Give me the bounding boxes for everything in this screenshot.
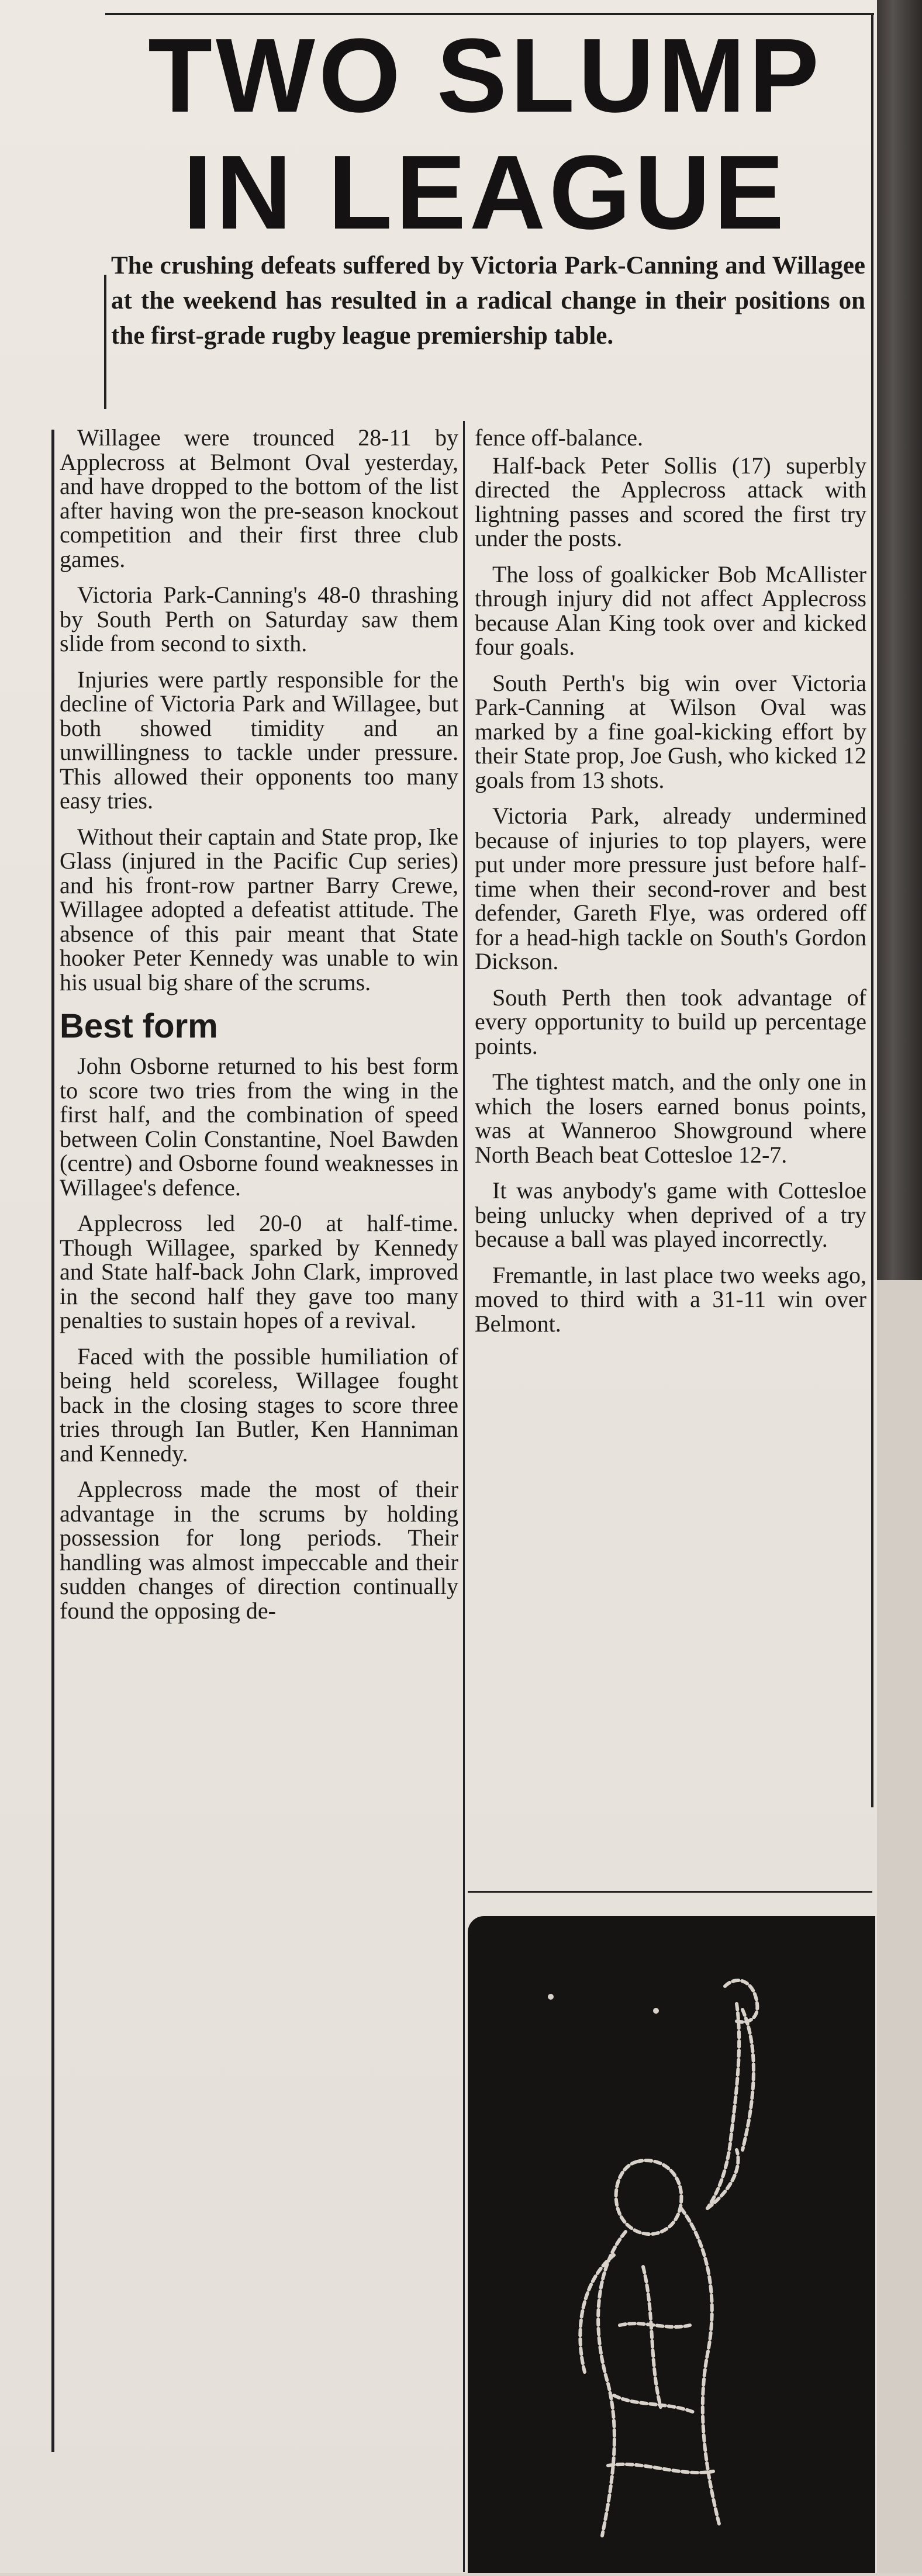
paragraph: It was anybody's game with Cottesloe being unlucky when deprived of a try because a ball was played incorrectly. bbox=[475, 1177, 866, 1252]
player-sketch-icon bbox=[468, 1916, 875, 2573]
paragraph: fence off-balance. bbox=[475, 424, 643, 451]
headline-box-right-rule bbox=[871, 13, 873, 1807]
paragraph: Faced with the possible humiliation of being held scoreless, Willagee fought back in the closing stages to score three tries through Ian Butler, Ken Hanniman and Kennedy. bbox=[60, 1343, 458, 1467]
paragraph: The tightest match, and the only one in which the losers earned bonus points, was at Wanneroo Showground where North Beach beat Cottesloe 12-7. bbox=[475, 1069, 866, 1168]
paragraph: South Perth then took advantage of every opportunity to build up percentage points. bbox=[475, 984, 866, 1059]
standfirst-left-rule bbox=[104, 275, 106, 409]
paragraph: Victoria Park-Canning's 48-0 thrashing by South Perth on Saturday saw them slide from second to sixth. bbox=[60, 582, 458, 656]
paragraph: Victoria Park, already undermined because of injuries to top players, were put under more pressure just before half-time when their second-rover and best defender, Gareth Flye, was ordered off for a head-high tackle on South's Gordon Dickson. bbox=[475, 803, 866, 974]
player-illustration bbox=[468, 1916, 875, 2573]
paragraph: Injuries were partly responsible for the decline of Victoria Park and Willagee, but both showed timidity and an unwillingness to tackle under pressure. This allowed their opponents too many easy tries. bbox=[60, 666, 458, 814]
paragraph: John Osborne returned to his best form to score two tries from the wing in the first half, and the combination of speed between Colin Constantine, Noel Bawden (centre) and Osborne found weaknesses in Willagee's defence. bbox=[60, 1053, 458, 1201]
headline-line-2: IN LEAGUE bbox=[182, 134, 788, 251]
standfirst: The crushing defeats suffered by Victoria Park-Canning and Willagee at the weekend has resulted in a radical change in their positions on the first-grade rugby league premiership table. bbox=[111, 252, 865, 350]
subheading: Best form bbox=[60, 1007, 218, 1045]
paragraph: South Perth's big win over Victoria Park-Canning at Wilson Oval was marked by a fine goal-kicking effort by their State prop, Joe Gush, who kicked 12 goals from 13 shots. bbox=[475, 669, 866, 793]
paragraph: Applecross led 20-0 at half-time. Though Willagee, sparked by Kennedy and State half-back John Clark, improved in the second half they gave too many penalties to sustain hopes of a revival. bbox=[60, 1210, 458, 1333]
illustration-top-rule bbox=[468, 1891, 872, 1893]
paragraph: Without their captain and State prop, Ike Glass (injured in the Pacific Cup series) and his front-row partner Barry Crewe, Willagee adopted a defeatist attitude. The absence of this pair meant that State hooker Peter Kennedy was unable to win his usual big share of the scrums. bbox=[60, 823, 458, 995]
headline-box-top-rule bbox=[105, 13, 874, 15]
column-right bbox=[475, 426, 866, 1347]
paragraph: Fremantle, in last place two weeks ago, moved to third with a 31-11 win over Belmont. bbox=[475, 1261, 866, 1337]
page-margin bbox=[877, 1280, 922, 2573]
adjacent-photo-edge bbox=[877, 0, 922, 1280]
headline bbox=[105, 18, 865, 251]
paragraph: Half-back Peter Sollis (17) superbly directed the Applecross attack with lightning passes and scored the first try under the posts. bbox=[475, 452, 866, 551]
paragraph: Willagee were trounced 28-11 by Applecross at Belmont Oval yesterday, and have dropped to the bottom of the list after having won the pre-season knockout competition and their first three club games. bbox=[60, 424, 458, 572]
column-divider-rule bbox=[463, 421, 465, 2572]
paragraph: The loss of goalkicker Bob McAllister through injury did not affect Applecross because Alan King took over and kicked four goals. bbox=[475, 561, 866, 660]
paragraph: Applecross made the most of their advantage in the scrums by holding possession for long periods. Their handling was almost impeccable and their sudden changes of direction continually found the opposing de- bbox=[60, 1476, 458, 1624]
headline-line-1: TWO SLUMP bbox=[148, 17, 823, 134]
column-left-rule bbox=[51, 430, 54, 2452]
column-left bbox=[60, 426, 458, 1634]
